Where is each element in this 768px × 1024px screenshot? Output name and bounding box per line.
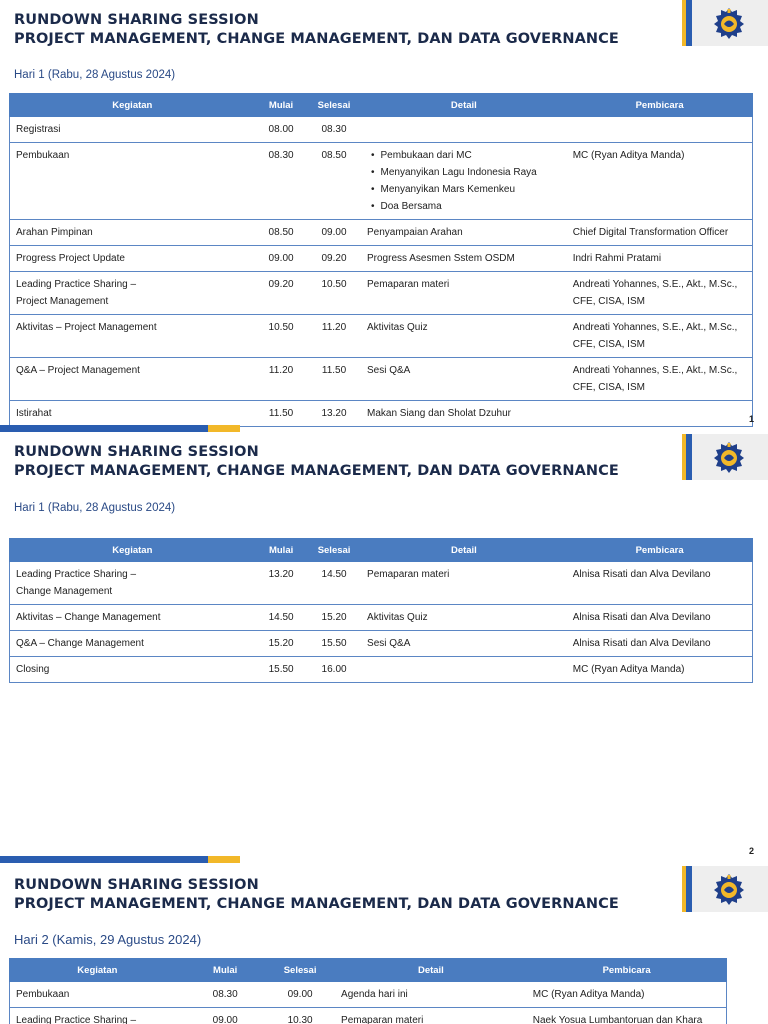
title-line-2: PROJECT MANAGEMENT, CHANGE MANAGEMENT, DAN DATA GOVERNANCE	[14, 896, 619, 912]
cell-kegiatan: Closing	[10, 657, 256, 683]
cell-pembicara: Chief Digital Transformation Officer	[567, 220, 753, 246]
rundown-table	[9, 93, 753, 427]
cell-kegiatan: Leading Practice Sharing – Project Management	[10, 272, 256, 315]
cell-selesai: 11.20	[307, 315, 361, 358]
col-selesai: Selesai	[307, 94, 361, 117]
rundown-table	[9, 538, 753, 683]
page-number: 1	[748, 414, 754, 424]
list-item: • Menyanyikan Lagu Indonesia Raya	[367, 164, 561, 181]
cell-detail	[361, 117, 567, 143]
cell-mulai: 09.00	[185, 1008, 265, 1024]
logo-block	[682, 866, 768, 912]
col-mulai: Mulai	[255, 539, 307, 562]
title-line-1: RUNDOWN SHARING SESSION	[14, 877, 259, 893]
slide-2	[0, 432, 768, 865]
cell-selesai: 11.50	[307, 358, 361, 401]
logo-block	[682, 0, 768, 46]
cell-pembicara: MC (Ryan Aditya Manda)	[567, 657, 753, 683]
table-header	[10, 959, 727, 982]
cell-detail: Aktivitas Quiz	[361, 605, 567, 631]
cell-kegiatan: Q&A – Project Management	[10, 358, 256, 401]
col-kegiatan: Kegiatan	[10, 959, 186, 982]
cell-detail	[361, 657, 567, 683]
col-detail: Detail	[361, 94, 567, 117]
cell-detail: Aktivitas Quiz	[361, 315, 567, 358]
cell-kegiatan: Leading Practice Sharing – Change Management	[10, 562, 256, 605]
table-row	[10, 605, 753, 631]
title-line-1: RUNDOWN SHARING SESSION	[14, 444, 259, 460]
logo-block	[682, 434, 768, 480]
slide-1	[0, 0, 768, 432]
title-line-2: PROJECT MANAGEMENT, CHANGE MANAGEMENT, DAN DATA GOVERNANCE	[14, 31, 619, 47]
cell-detail: Sesi Q&A	[361, 358, 567, 401]
cell-mulai: 14.50	[255, 605, 307, 631]
detail-list	[367, 147, 561, 215]
col-detail: Detail	[361, 539, 567, 562]
cell-selesai: 16.00	[307, 657, 361, 683]
col-pembicara: Pembicara	[567, 94, 753, 117]
cell-selesai: 10.50	[307, 272, 361, 315]
cell-selesai: 09.00	[307, 220, 361, 246]
cell-mulai: 11.20	[255, 358, 307, 401]
cell-selesai: 13.20	[307, 401, 361, 427]
table-row	[10, 401, 753, 427]
cell-selesai: 10.30	[265, 1008, 335, 1024]
cell-detail: Progress Asesmen Sstem OSDM	[361, 246, 567, 272]
col-pembicara: Pembicara	[567, 539, 753, 562]
page-number: 2	[748, 846, 754, 856]
slide-title	[14, 876, 619, 914]
table-row	[10, 272, 753, 315]
cell-mulai: 15.50	[255, 657, 307, 683]
table-row	[10, 220, 753, 246]
cell-pembicara: Andreati Yohannes, S.E., Akt., M.Sc., CFE, CISA, ISM	[567, 358, 753, 401]
slide-title	[14, 11, 619, 49]
cell-kegiatan: Registrasi	[10, 117, 256, 143]
cell-pembicara: Indri Rahmi Pratami	[567, 246, 753, 272]
cell-detail: Pemaparan materi	[335, 1008, 527, 1024]
cell-detail	[361, 143, 567, 220]
list-item: • Doa Bersama	[367, 198, 561, 215]
cell-kegiatan: Aktivitas – Change Management	[10, 605, 256, 631]
cell-kegiatan: Q&A – Change Management	[10, 631, 256, 657]
cell-selesai: 08.30	[307, 117, 361, 143]
cell-mulai: 15.20	[255, 631, 307, 657]
cell-selesai: 15.50	[307, 631, 361, 657]
table-header	[10, 94, 753, 117]
title-line-1: RUNDOWN SHARING SESSION	[14, 12, 259, 28]
cell-pembicara: Andreati Yohannes, S.E., Akt., M.Sc., CFE, CISA, ISM	[567, 272, 753, 315]
col-pembicara: Pembicara	[527, 959, 727, 982]
cell-kegiatan: Istirahat	[10, 401, 256, 427]
table-row	[10, 657, 753, 683]
cell-mulai: 08.00	[255, 117, 307, 143]
cell-pembicara: Alnisa Risati dan Alva Devilano	[567, 631, 753, 657]
col-kegiatan: Kegiatan	[10, 539, 256, 562]
cell-detail: Penyampaian Arahan	[361, 220, 567, 246]
cell-detail: Pemaparan materi	[361, 562, 567, 605]
cell-mulai: 10.50	[255, 315, 307, 358]
cell-kegiatan: Pembukaan	[10, 143, 256, 220]
col-selesai: Selesai	[307, 539, 361, 562]
cell-detail: Makan Siang dan Sholat Dzuhur	[361, 401, 567, 427]
table-row	[10, 982, 727, 1008]
cell-kegiatan: Pembukaan	[10, 982, 186, 1008]
cell-pembicara: Alnisa Risati dan Alva Devilano	[567, 605, 753, 631]
cell-selesai: 15.20	[307, 605, 361, 631]
day-label: Hari 1 (Rabu, 28 Agustus 2024)	[14, 69, 176, 81]
kemenkeu-logo-icon	[712, 440, 746, 474]
day-label: Hari 2 (Kamis, 29 Agustus 2024)	[14, 932, 202, 947]
col-mulai: Mulai	[185, 959, 265, 982]
cell-detail: Sesi Q&A	[361, 631, 567, 657]
cell-mulai: 08.30	[185, 982, 265, 1008]
cell-pembicara: Andreati Yohannes, S.E., Akt., M.Sc., CFE, CISA, ISM	[567, 315, 753, 358]
kemenkeu-logo-icon	[712, 6, 746, 40]
cell-mulai: 09.00	[255, 246, 307, 272]
table-row	[10, 358, 753, 401]
table-row	[10, 631, 753, 657]
table-row	[10, 117, 753, 143]
cell-mulai: 13.20	[255, 562, 307, 605]
slide-3	[0, 865, 768, 1024]
cell-pembicara	[567, 401, 753, 427]
col-selesai: Selesai	[265, 959, 335, 982]
cell-mulai: 09.20	[255, 272, 307, 315]
table-row	[10, 315, 753, 358]
cell-kegiatan: Aktivitas – Project Management	[10, 315, 256, 358]
cell-pembicara: MC (Ryan Aditya Manda)	[567, 143, 753, 220]
list-item: • Pembukaan dari MC	[367, 147, 561, 164]
table-row	[10, 246, 753, 272]
cell-selesai: 14.50	[307, 562, 361, 605]
cell-selesai: 08.50	[307, 143, 361, 220]
col-mulai: Mulai	[255, 94, 307, 117]
cell-pembicara	[567, 117, 753, 143]
cell-pembicara: MC (Ryan Aditya Manda)	[527, 982, 727, 1008]
title-line-2: PROJECT MANAGEMENT, CHANGE MANAGEMENT, DAN DATA GOVERNANCE	[14, 463, 619, 479]
table-row	[10, 143, 753, 220]
cell-detail: Agenda hari ini	[335, 982, 527, 1008]
col-kegiatan: Kegiatan	[10, 94, 256, 117]
cell-pembicara: Naek Yosua Lumbantoruan dan Khara	[527, 1008, 727, 1024]
cell-detail: Pemaparan materi	[361, 272, 567, 315]
cell-kegiatan: Progress Project Update	[10, 246, 256, 272]
cell-selesai: 09.00	[265, 982, 335, 1008]
cell-selesai: 09.20	[307, 246, 361, 272]
table-row	[10, 1008, 727, 1024]
cell-kegiatan: Arahan Pimpinan	[10, 220, 256, 246]
col-detail: Detail	[335, 959, 527, 982]
slide-title	[14, 443, 619, 481]
kemenkeu-logo-icon	[712, 872, 746, 906]
table-header	[10, 539, 753, 562]
cell-pembicara: Alnisa Risati dan Alva Devilano	[567, 562, 753, 605]
cell-mulai: 08.50	[255, 220, 307, 246]
cell-mulai: 08.30	[255, 143, 307, 220]
cell-kegiatan: Leading Practice Sharing –	[10, 1008, 186, 1024]
rundown-table	[9, 958, 727, 1024]
table-row	[10, 562, 753, 605]
list-item: • Menyanyikan Mars Kemenkeu	[367, 181, 561, 198]
day-label: Hari 1 (Rabu, 28 Agustus 2024)	[14, 502, 176, 514]
cell-mulai: 11.50	[255, 401, 307, 427]
